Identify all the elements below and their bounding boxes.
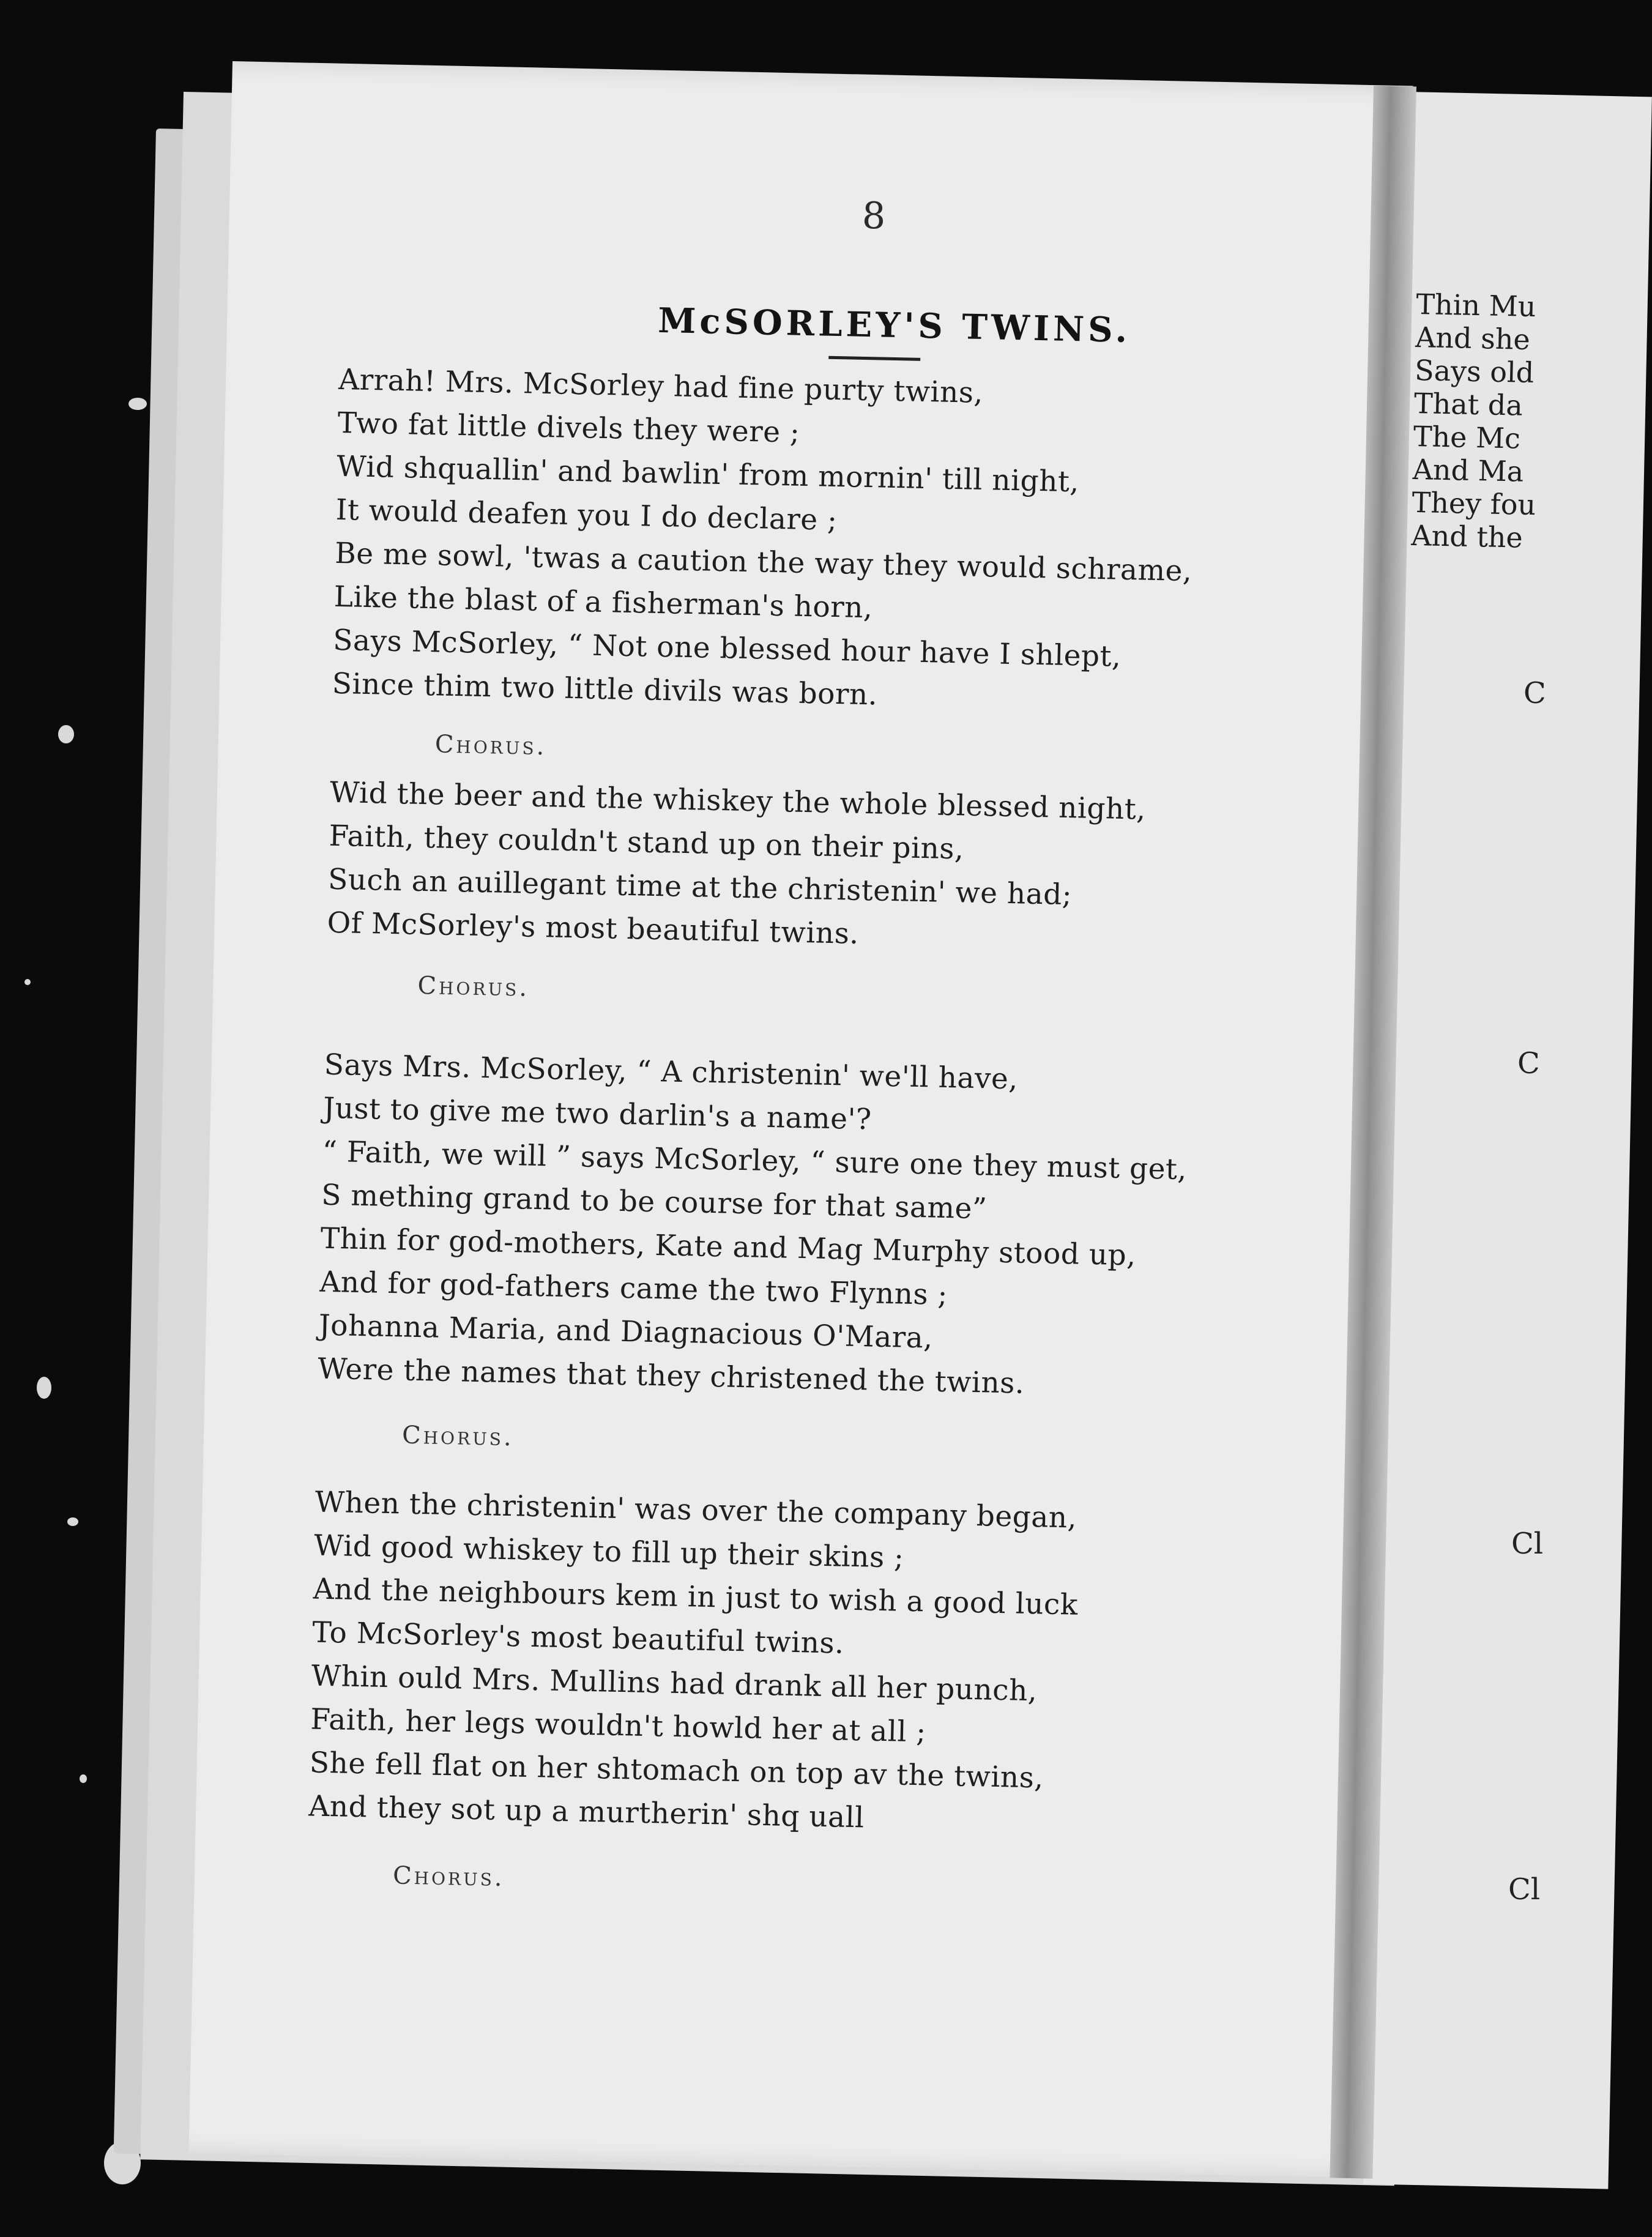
- verse-line: Be me sowl, 'twas a caution the way they would schrame,: [334, 536, 1192, 589]
- verse-line: Were the names that they christened the twins.: [317, 1352, 1025, 1401]
- page-number: 8: [861, 194, 886, 238]
- verse-line: Wid good whiskey to fill up their skins ;: [313, 1528, 904, 1575]
- verse-line: It would deafen you I do declare ;: [335, 493, 838, 538]
- stanza-1: [332, 358, 1196, 723]
- dust-speck: [24, 979, 31, 985]
- verse-line: “ Faith, we will ” says McSorley, “ sure one they must get,: [322, 1134, 1188, 1187]
- verse-line: Such an auillegant time at the christenin' we had;: [327, 862, 1073, 912]
- verse-line: Thin for god-mothers, Kate and Mag Murphy stood up,: [320, 1221, 1137, 1273]
- verse-line: Says McSorley, “ Not one blessed hour have I shlept,: [332, 623, 1122, 674]
- verse-line: Faith, her legs wouldn't howld her at all ;: [310, 1702, 927, 1749]
- right-page-chorus-fragment: Cl: [1508, 1872, 1541, 1907]
- verse-line: S mething grand to be course for that same”: [321, 1178, 988, 1226]
- chorus-label: Chorus.: [392, 1861, 505, 1893]
- verse-line: Wid the beer and the whiskey the whole blessed night,: [329, 775, 1147, 827]
- right-page-line: They fou: [1412, 485, 1536, 522]
- chorus-label: Chorus.: [417, 971, 530, 1002]
- song-title: McSORLEY'S TWINS.: [657, 300, 1131, 351]
- verse-line: And they sot up a murtherin' shq uall: [308, 1789, 865, 1835]
- dust-speck: [37, 1377, 51, 1399]
- verse-line: She fell flat on her shtomach on top av the twins,: [309, 1746, 1044, 1795]
- right-page-chorus-fragment: Cl: [1511, 1527, 1544, 1561]
- right-page-line: That da: [1413, 386, 1524, 422]
- verse-line: To McSorley's most beautiful twins.: [311, 1615, 845, 1661]
- right-page-line: And the: [1410, 518, 1524, 554]
- chorus-label: Chorus.: [434, 730, 547, 761]
- right-page-text: [1411, 288, 1551, 555]
- right-page-line: The Mc: [1413, 419, 1521, 455]
- verse-line: Whin ould Mrs. Mullins had drank all her punch,: [311, 1659, 1038, 1708]
- stanza-2: [327, 771, 1146, 962]
- right-page-line: And Ma: [1412, 452, 1524, 488]
- verse-line: Faith, they couldn't stand up on their pins,: [329, 819, 965, 866]
- verse-line: Since thim two little divils was born.: [332, 666, 878, 712]
- right-page-line: Says old: [1414, 353, 1535, 390]
- right-page-line: And she: [1415, 320, 1531, 356]
- stanza-4: [308, 1481, 1081, 1844]
- verse-line: When the christenin' was over the company began,: [314, 1485, 1077, 1535]
- verse-line: And for god-fathers came the two Flynns ;: [319, 1265, 948, 1312]
- right-page-line: Thin Mu: [1415, 288, 1536, 324]
- dust-speck: [67, 1517, 78, 1526]
- dust-speck: [128, 398, 147, 410]
- verse-line: Wid shquallin' and bawlin' from mornin' till night,: [336, 449, 1080, 499]
- verse-line: Of McSorley's most beautiful twins.: [327, 906, 860, 951]
- verse-line: Like the blast of a fisherman's horn,: [333, 579, 873, 625]
- stanza-3: [318, 1043, 1189, 1409]
- dust-speck: [58, 725, 74, 743]
- verse-line: Two fat little divels they were ;: [337, 406, 800, 450]
- verse-line: Johanna Maria, and Diagnacious O'Mara,: [318, 1308, 934, 1355]
- verse-line: Says Mrs. McSorley, “ A christenin' we'll have,: [324, 1048, 1019, 1096]
- right-page-chorus-fragment: C: [1524, 676, 1546, 710]
- dust-speck: [80, 1774, 87, 1783]
- verse-line: Arrah! Mrs. McSorley had fine purty twins,: [338, 362, 984, 410]
- verse-line: Just to give me two darlin's a name'?: [322, 1091, 873, 1137]
- chorus-label: Chorus.: [401, 1421, 515, 1452]
- verse-line: And the neighbours kem in just to wish a good luck: [313, 1572, 1079, 1622]
- right-page-chorus-fragment: C: [1517, 1046, 1540, 1081]
